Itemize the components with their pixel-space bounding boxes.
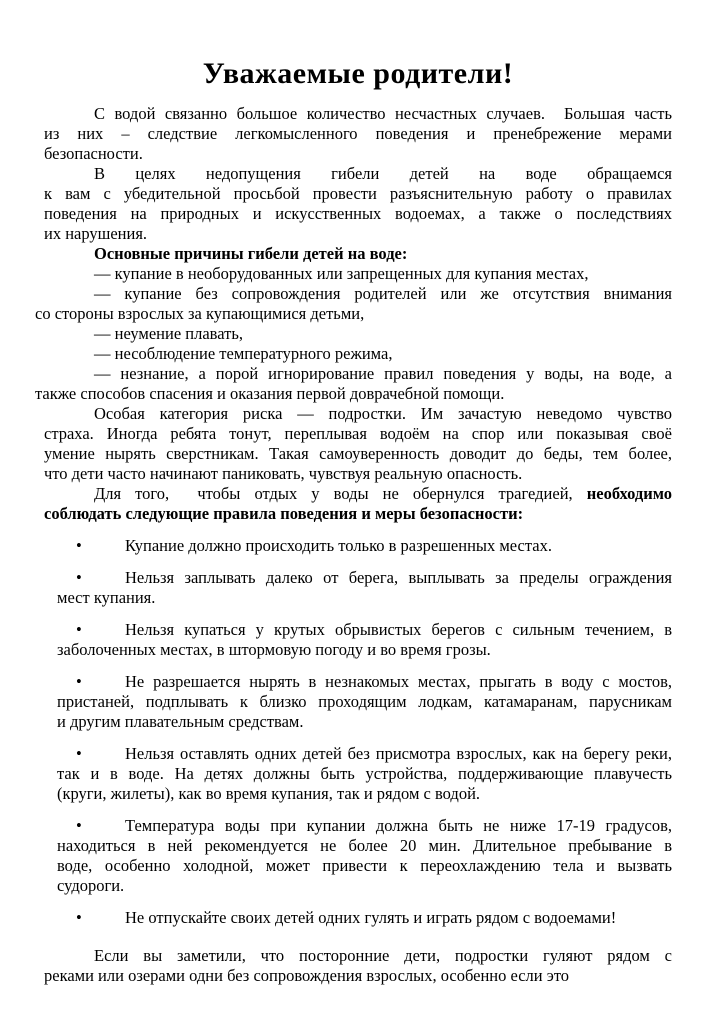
paragraph — [35, 284, 672, 324]
text-line — [44, 224, 672, 244]
text-segment: — несоблюдение температурного режима, — [94, 344, 393, 363]
paragraph — [44, 484, 672, 524]
text-segment: со стороны взрослых за купающимися детьми, — [35, 304, 365, 323]
text-segment: — купание в необорудованных или запрещенных для купания местах, — [94, 264, 589, 283]
bold-text-segment: соблюдать следующие правила поведения и меры безопасности: — [44, 504, 524, 523]
text-line — [44, 424, 672, 444]
bullet-item — [57, 568, 672, 608]
text-segment: поведения на природных и искусственных водоемах, а также о последствиях — [44, 204, 672, 223]
text-segment: Нельзя оставлять одних детей без присмотра взрослых, как на берегу реки, — [125, 744, 672, 763]
paragraph — [44, 264, 672, 284]
paragraph — [44, 404, 672, 484]
bullet-icon: • — [76, 908, 82, 927]
text-line — [44, 104, 672, 124]
text-segment: из них – следствие легкомысленного поведения и пренебрежение мерами — [44, 124, 672, 143]
text-line — [57, 908, 672, 928]
text-line — [44, 344, 672, 364]
text-segment: судороги. — [57, 876, 125, 895]
bold-text-segment: Основные причины гибели детей на воде: — [94, 244, 408, 263]
text-segment: реками или озерами одни без сопровождения взрослых, особенно если это — [44, 966, 570, 985]
text-line — [57, 856, 672, 876]
text-segment: так и в воде. На детях должны быть устройства, поддерживающие плавучесть — [57, 764, 672, 783]
paragraph — [44, 946, 672, 986]
text-segment: Не разрешается нырять в незнакомых местах, прыгать в воду с мостов, — [125, 672, 672, 691]
text-segment: их нарушения. — [44, 224, 148, 243]
bullet-icon: • — [76, 744, 82, 763]
text-line — [44, 264, 672, 284]
text-segment: находиться в ней рекомендуется не более 20 мин. Длительное пребывание в — [57, 836, 672, 855]
text-segment: С водой связанно большое количество несчастных случаев. Большая часть — [94, 104, 672, 123]
text-line — [44, 204, 672, 224]
document-body — [35, 104, 672, 986]
text-segment: Не отпускайте своих детей одних гулять и играть рядом с водоемами! — [125, 908, 617, 927]
bullet-icon: • — [76, 816, 82, 835]
text-line — [44, 144, 672, 164]
paragraph — [44, 244, 672, 264]
text-line — [44, 164, 672, 184]
text-segment: мест купания. — [57, 588, 156, 607]
text-segment: (круги, жилеты), как во время купания, так и рядом с водой. — [57, 784, 481, 803]
text-line — [57, 836, 672, 856]
text-line — [44, 464, 672, 484]
text-segment: — неумение плавать, — [94, 324, 243, 343]
bullet-icon: • — [76, 536, 82, 555]
text-segment: В целях недопущения гибели детей на воде обращаемся — [94, 164, 672, 183]
text-segment: безопасности. — [44, 144, 143, 163]
text-line — [44, 184, 672, 204]
text-line — [44, 966, 672, 986]
text-line — [35, 384, 672, 404]
paragraph — [44, 324, 672, 344]
document-title: Уважаемые родители! — [202, 57, 514, 90]
paragraph — [35, 364, 672, 404]
text-segment: — купание без сопровождения родителей или же отсутствия внимания — [94, 284, 672, 303]
bullet-item — [57, 620, 672, 660]
text-line — [35, 304, 672, 324]
text-segment: Если вы заметили, что посторонние дети, подростки гуляют рядом с — [94, 946, 672, 965]
text-line — [57, 536, 672, 556]
text-line — [57, 712, 672, 732]
text-segment: Температура воды при купании должна быть не ниже 17-19 градусов, — [125, 816, 672, 835]
text-segment: Особая категория риска — подростки. Им зачастую неведомо чувство — [94, 404, 672, 423]
text-segment: к вам с убедительной просьбой провести разъяснительную работу о правилах — [44, 184, 672, 203]
text-line — [44, 504, 672, 524]
text-segment: пристаней, подплывать к близко проходящим лодкам, катамаранам, парусникам — [57, 692, 672, 711]
bullet-item — [57, 744, 672, 804]
text-line — [44, 284, 672, 304]
bullet-item — [57, 536, 672, 556]
bullet-item — [57, 908, 672, 928]
paragraph — [44, 344, 672, 364]
text-segment: Нельзя заплывать далеко от берега, выплывать за пределы ограждения — [125, 568, 672, 587]
text-segment: Купание должно происходить только в разрешенных местах. — [125, 536, 552, 555]
text-segment: страха. Иногда ребята тонут, переплывая водоём на спор или показывая своё — [44, 424, 672, 443]
text-segment: заболоченных местах, в штормовую погоду и во время грозы. — [57, 640, 491, 659]
bullet-item — [57, 816, 672, 896]
text-segment: что дети часто начинают паниковать, чувствуя реальную опасность. — [44, 464, 523, 483]
paragraph — [44, 164, 672, 244]
text-segment: воде, особенно холодной, может привести к переохлаждению тела и вызвать — [57, 856, 672, 875]
text-segment: Для того, чтобы отдых у воды не обернулся трагедией, — [94, 484, 587, 503]
text-line — [57, 640, 672, 660]
text-segment: Нельзя купаться у крутых обрывистых берегов с сильным течением, в — [125, 620, 672, 639]
bullet-icon: • — [76, 620, 82, 639]
text-line — [57, 876, 672, 896]
text-line — [44, 484, 672, 504]
text-line — [57, 692, 672, 712]
bullet-icon: • — [76, 672, 82, 691]
bullet-item — [57, 672, 672, 732]
text-line — [57, 784, 672, 804]
text-line — [57, 816, 672, 836]
text-segment: умение нырять сверстникам. Такая самоуверенность доводит до беды, тем более, — [44, 444, 672, 463]
text-line — [44, 364, 672, 384]
text-line — [44, 324, 672, 344]
text-segment: и другим плавательным средствам. — [57, 712, 304, 731]
text-line — [44, 946, 672, 966]
bold-text-segment: необходимо — [586, 484, 672, 503]
text-line — [57, 588, 672, 608]
paragraph — [44, 104, 672, 164]
text-line — [57, 620, 672, 640]
text-line — [57, 764, 672, 784]
text-line — [57, 672, 672, 692]
text-line — [44, 444, 672, 464]
bullet-icon: • — [76, 568, 82, 587]
text-segment: также способов спасения и оказания первой доврачебной помощи. — [35, 384, 505, 403]
text-line — [44, 124, 672, 144]
text-line — [57, 744, 672, 764]
text-segment: — незнание, а порой игнорирование правил поведения у воды, на воде, а — [94, 364, 672, 383]
text-line — [44, 244, 672, 264]
text-line — [44, 404, 672, 424]
text-line — [57, 568, 672, 588]
